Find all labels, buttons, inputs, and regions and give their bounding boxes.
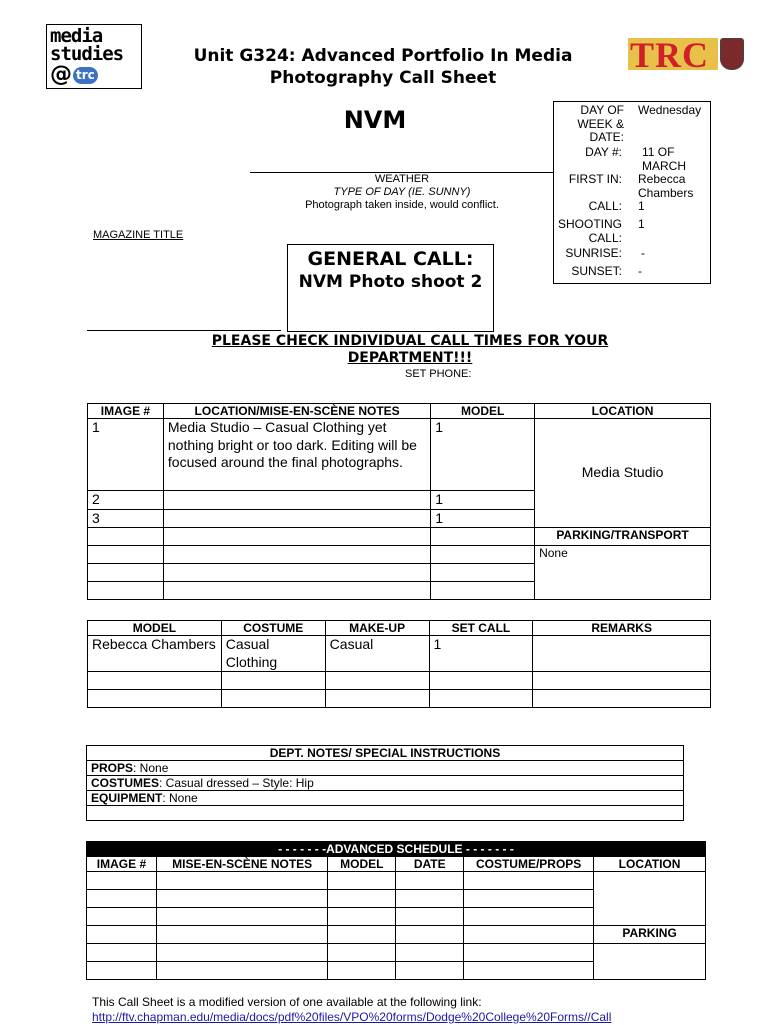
title-line-2: Photography Call Sheet	[269, 68, 497, 88]
empty-notes-row	[87, 806, 684, 821]
logo-line-media: media	[50, 25, 103, 47]
trc-logo-text: TRC	[630, 35, 710, 75]
location-cell: Media Studio	[535, 419, 711, 528]
costumes-row	[87, 776, 684, 791]
sunrise-value: -	[641, 246, 645, 260]
logo-at-sign: @	[50, 62, 72, 87]
col-model: MODEL	[88, 621, 222, 636]
magazine-title-label: MAGAZINE TITLE	[93, 229, 184, 241]
table-row	[87, 926, 706, 944]
sched-col-costume: COSTUME/PROPS	[464, 857, 594, 872]
table-row	[88, 419, 711, 491]
general-call-box	[287, 244, 494, 332]
set-call-cell: 1	[429, 636, 533, 672]
notes-cell	[163, 509, 430, 528]
weather-note: Photograph taken inside, would conflict.	[305, 199, 499, 211]
trc-logo	[628, 35, 744, 75]
image-number-cell: 2	[88, 491, 164, 510]
table-row	[88, 636, 711, 672]
image-number-cell: 1	[88, 419, 164, 491]
weather-block	[250, 173, 554, 212]
shooting-call-value: 1	[638, 217, 645, 231]
department-notice: PLEASE CHECK INDIVIDUAL CALL TIMES FOR YOUR DEPARTMENT!!!	[211, 333, 609, 366]
image-number-cell: 3	[88, 509, 164, 528]
footer-text: This Call Sheet is a modified version of one available at the following link:	[92, 995, 482, 1009]
col-remarks: REMARKS	[533, 621, 711, 636]
advanced-schedule-table	[86, 841, 706, 980]
production-name: NVM	[343, 106, 407, 134]
props-value: : None	[133, 761, 169, 775]
logo-line-studies: studies	[50, 43, 124, 65]
props-label: PROPS	[91, 761, 134, 775]
firstin-value: Rebecca Chambers	[638, 172, 694, 200]
model-cell: 1	[431, 419, 535, 491]
model-name-cell: Rebecca Chambers	[88, 636, 222, 672]
sunset-label: SUNSET:	[571, 264, 622, 278]
logo-trc-badge: trc	[73, 67, 98, 84]
schedule-title: - - - - - - -ADVANCED SCHEDULE - - - - - - -	[87, 842, 706, 857]
day-value: Wednesday	[638, 103, 702, 117]
notes-cell: Media Studio – Casual Clothing yet nothing bright or too dark. Editing will be focused around the final photographs.	[163, 419, 430, 491]
weather-label: WEATHER	[374, 173, 430, 185]
parking-transport-value: None	[535, 546, 711, 600]
parking-transport-header: PARKING/TRANSPORT	[535, 528, 711, 546]
weather-type-label: TYPE OF DAY (IE. SUNNY)	[333, 186, 471, 198]
day-info-box	[553, 101, 711, 284]
costumes-label: COSTUMES	[91, 776, 160, 790]
equipment-value: : None	[162, 791, 198, 805]
col-set-call: SET CALL	[429, 621, 533, 636]
media-studies-logo	[46, 24, 142, 89]
table-row	[87, 872, 706, 890]
magazine-title-rule	[87, 330, 281, 331]
images-table	[87, 403, 711, 600]
table-row	[88, 672, 711, 690]
makeup-cell: Casual	[325, 636, 429, 672]
day-label: DAY OF WEEK & DATE:	[577, 103, 624, 144]
page-title	[150, 45, 616, 89]
model-cell: 1	[431, 509, 535, 528]
col-location: LOCATION	[535, 404, 711, 419]
table-row	[88, 546, 711, 564]
table-row	[88, 528, 711, 546]
firstin-label: FIRST IN:	[568, 172, 622, 186]
sunrise-label: SUNRISE:	[565, 246, 622, 260]
notes-cell	[163, 491, 430, 510]
general-call-heading: GENERAL CALL:	[307, 248, 474, 270]
sched-col-model: MODEL	[328, 857, 396, 872]
props-row	[87, 761, 684, 776]
sched-parking-header: PARKING	[594, 926, 706, 944]
dept-notes-header: DEPT. NOTES/ SPECIAL INSTRUCTIONS	[87, 746, 684, 761]
model-cell: 1	[431, 491, 535, 510]
models-table	[87, 620, 711, 708]
sched-col-image: IMAGE #	[87, 857, 157, 872]
sunset-value: -	[638, 264, 642, 278]
col-costume: COSTUME	[221, 621, 325, 636]
equipment-row	[87, 791, 684, 806]
footer	[92, 995, 611, 1025]
costumes-value: : Casual dressed – Style: Hip	[159, 776, 314, 790]
col-location-notes: LOCATION/MISE-EN-SCÈNE NOTES	[163, 404, 430, 419]
footer-link[interactable]: http://ftv.chapman.edu/media/docs/pdf%20files/VPO%20forms/Dodge%20College%20Forms//Call	[92, 1010, 612, 1024]
general-call-subtitle: NVM Photo shoot 2	[298, 272, 483, 292]
table-row	[87, 944, 706, 962]
equipment-label: EQUIPMENT	[91, 791, 163, 805]
costume-cell: Casual Clothing	[221, 636, 325, 672]
col-makeup: MAKE-UP	[325, 621, 429, 636]
col-model: MODEL	[431, 404, 535, 419]
call-label: CALL:	[588, 199, 622, 213]
title-line-1: Unit G324: Advanced Portfolio In Media	[193, 46, 573, 66]
daynum-value: 11 OF MARCH	[642, 145, 686, 173]
set-phone-label: SET PHONE:	[405, 368, 472, 380]
daynum-label: DAY #:	[585, 145, 622, 159]
dept-notes-table	[86, 745, 684, 821]
sched-col-date: DATE	[396, 857, 464, 872]
shooting-call-label: SHOOTING CALL:	[558, 217, 623, 245]
crest-icon	[720, 38, 744, 70]
sched-col-location: LOCATION	[594, 857, 706, 872]
sched-col-notes: MISE-EN-SCÈNE NOTES	[156, 857, 327, 872]
remarks-cell	[533, 636, 711, 672]
call-value: 1	[638, 199, 645, 213]
col-image-number: IMAGE #	[88, 404, 164, 419]
logo-line-at	[50, 63, 98, 87]
table-row	[88, 690, 711, 708]
